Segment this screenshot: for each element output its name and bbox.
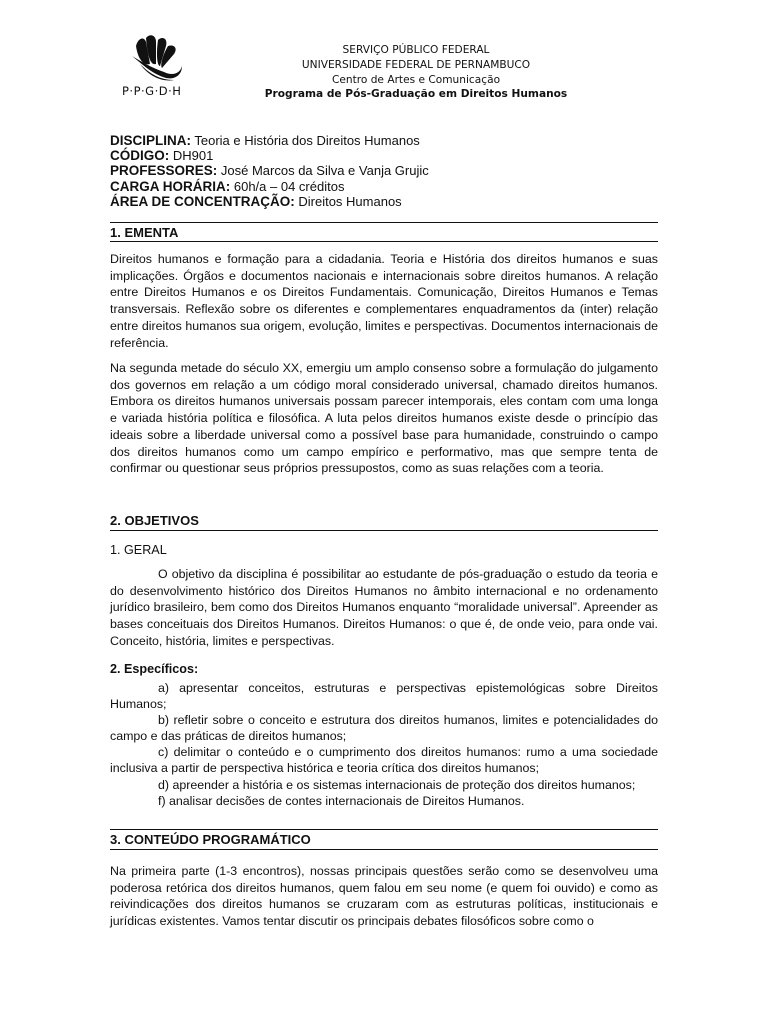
logo-text: P·P·G·D·H [122,84,182,98]
professores-label: PROFESSORES: [110,163,218,179]
course-info [110,133,429,209]
especifico-item: f) analisar decisões de contes internacionais de Direitos Humanos. [158,793,525,808]
objetivos-title: 2. OBJETIVOS [110,513,199,528]
geral-text: O objetivo da disciplina é possibilitar ao estudante de pós-graduação o estudo da teoria e do desenvolvimento histórico dos Direitos Humanos no âmbito internacional e no ordenamento jurídico brasileiro, bem como dos Direitos Humanos enquanto “moralidade universal”. Apreender as bases conceituais dos Direitos Humanos. Direitos Humanos: o que é, de onde veio, para onde vai. Conceito, história, limites e perspectivas. [110,567,658,648]
ementa-paragraph-1: Direitos humanos e formação para a cidadania. Teoria e História dos direitos humanos e suas implicações. Órgãos e documentos nacionais e internacionais sobre direitos humanos. A relação entre Direitos Humanos e os Direitos Fundamentais. Comunicação, Direitos Humanos e Temas transversais. Reflexão sobre os diferentes e complementares enquadramentos da (inter) relação entre direitos humanos sua origem, evolução, limites e perspectivas. Documentos internacionais de referência. [110,252,658,350]
codigo-label: CÓDIGO: [110,148,170,164]
header-line-2: UNIVERSIDADE FEDERAL DE PERNAMBUCO [301,58,531,71]
section-divider [110,829,658,830]
professores-value: José Marcos da Silva e Vanja Grujic [217,163,429,179]
ementa-title: 1. EMENTA [110,225,179,240]
ppgdh-logo [118,34,190,104]
section-divider [110,222,658,223]
codigo-value: DH901 [169,148,214,164]
geral-title: 1. GERAL [110,543,167,557]
especifico-item: b) refletir sobre o conceito e estrutura dos direitos humanos, limites e potencialidades do campo e das práticas de direitos humanos; [110,713,658,744]
especifico-item: d) apreender a história e os sistemas internacionais de proteção dos direitos humanos; [158,777,636,792]
section-divider [110,241,658,242]
carga-value: 60h/a – 04 créditos [230,178,345,194]
conteudo-title: 3. CONTEÚDO PROGRAMÁTICO [110,832,311,847]
area-label: ÁREA DE CONCENTRAÇÃO: [110,193,295,209]
carga-label: CARGA HORÁRIA: [110,178,231,194]
header-line-3: Centro de Artes e Comunicação [331,73,501,86]
conteudo-paragraph-1: Na primeira parte (1-3 encontros), nossas principais questões serão como se desenvolveu uma poderosa retórica dos direitos humanos, quem falou em seu nome (e quem foi ouvido) e como as reivindicações dos direitos humanos se cruzaram com as estruturas políticas, institucionais e jurídicas existentes. Vamos tentar discutir os principais debates filosóficos sobre como o [110,864,658,929]
especificos-list [110,680,658,809]
especificos-title: 2. Específicos: [110,662,199,676]
carga-row [110,179,429,194]
geral-paragraph [110,566,658,650]
especifico-item: a) apresentar conceitos, estruturas e perspectivas epistemológicas sobre Direitos Humanos; [110,681,658,712]
professores-row [110,163,429,178]
hand-logo-icon [128,34,184,84]
codigo-row [110,148,429,163]
especifico-item: c) delimitar o conteúdo e o cumprimento dos direitos humanos: rumo a uma sociedade inclusiva a partir de perspectiva histórica e teoria crítica dos direitos humanos; [110,745,658,776]
disciplina-row [110,133,429,148]
disciplina-label: DISCIPLINA: [110,133,191,148]
section-divider [110,530,658,531]
header-line-1: SERVIÇO PÚBLICO FEDERAL [342,44,490,56]
section-divider [110,849,658,850]
area-value: Direitos Humanos [294,193,402,209]
ementa-paragraph-2: Na segunda metade do século XX, emergiu um amplo consenso sobre a formulação do julgamento dos governos em relação a um código moral considerado universal, chamado direitos humanos. Embora os direitos humanos universais possam parecer intemporais, eles contam com uma longa e variada história política e filosófica. A luta pelos direitos humanos existe desde o princípio das ideais sobre a liberdade universal como a possível base para humanidade, construindo o campo dos direitos humanos como um campo empírico e performativo, mas que sempre tenta de confirmar ou questionar seus próprios pressupostos, como as suas relações com a teoria. [110,361,658,476]
area-row [110,194,429,209]
disciplina-value: Teoria e História dos Direitos Humanos [191,133,420,148]
header-program: Programa de Pós-Graduação em Direitos Humanos [264,88,568,101]
institution-header [258,43,574,102]
